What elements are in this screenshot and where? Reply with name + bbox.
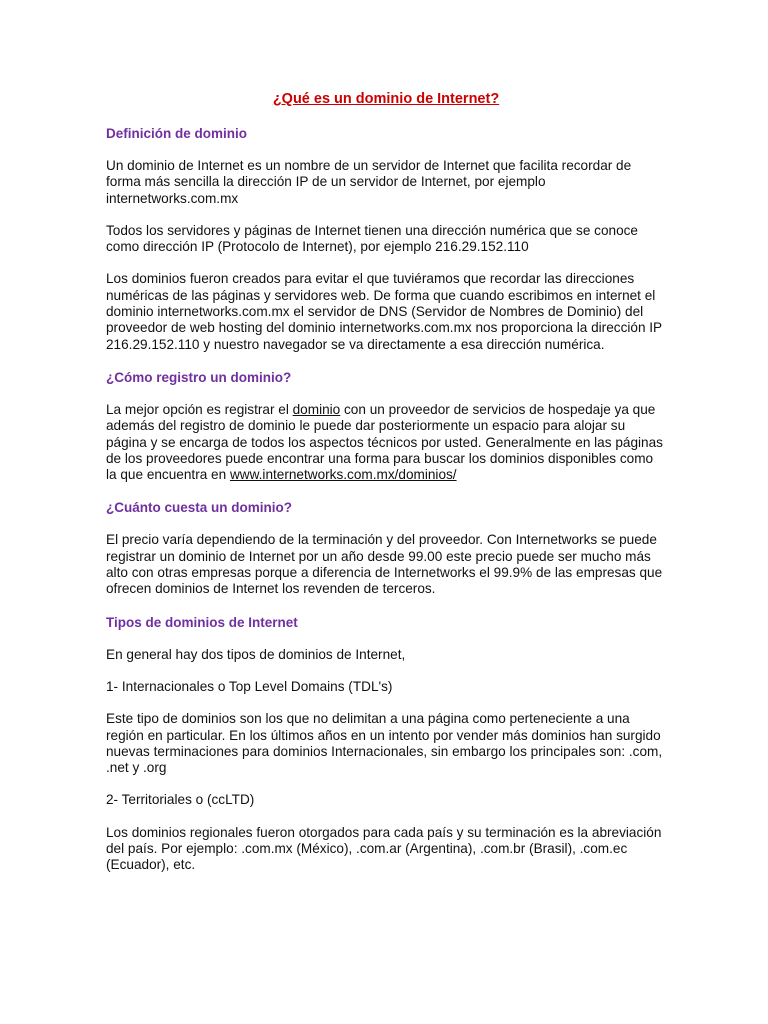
document-page <box>106 90 666 890</box>
paragraph-definicion-2: Todos los servidores y páginas de Internet tienen una dirección numérica que se conoce como dirección IP (Protocolo de Internet), por ejemplo 216.29.152.110 <box>106 222 638 255</box>
paragraph-tipos-internacionales: 1- Internacionales o Top Level Domains (TDL's) <box>106 678 393 694</box>
paragraph-tipos-territoriales-desc: Los dominios regionales fueron otorgados para cada país y su terminación es la abreviación del país. Por ejemplo: .com.mx (México), .com.ar (Argentina), .com.br (Brasil), .com.ec (Ecuador), etc. <box>106 824 662 873</box>
paragraph-costo: El precio varía dependiendo de la terminación y del proveedor. Con Internetworks se puede registrar un dominio de Internet por un año desde 99.00 este precio puede ser mucho más alto con otras empresas porque a diferencia de Internetworks el 99.9% de las empresas que ofrecen dominios de Internet los revenden de terceros. <box>106 532 663 597</box>
paragraph-registro <box>106 402 666 483</box>
dominios-url-link[interactable]: www.internetworks.com.mx/dominios/ <box>229 467 457 483</box>
heading-definicion: Definición de dominio <box>106 126 247 141</box>
paragraph-definicion-3: Los dominios fueron creados para evitar el que tuviéramos que recordar las direcciones numéricas de las páginas y servidores web. De forma que cuando escribimos en internet el dominio internetworks.com.mx el servidor de DNS (Servidor de Nombres de Dominio) del proveedor de web hosting del dominio internetworks.com.mx nos proporciona la dirección IP 216.29.152.110 y nuestro navegador se va directamente a esa dirección numérica. <box>106 271 662 352</box>
heading-tipos: Tipos de dominios de Internet <box>106 614 298 630</box>
page-title: ¿Qué es un dominio de Internet? <box>272 91 500 107</box>
paragraph-tipos-intro: En general hay dos tipos de dominios de Internet, <box>106 646 406 662</box>
dominio-link[interactable]: dominio <box>292 401 341 417</box>
paragraph-tipos-territoriales: 2- Territoriales o (ccLTD) <box>106 792 255 808</box>
heading-costo: ¿Cuánto cuesta un dominio? <box>106 500 292 516</box>
paragraph-definicion-1: Un dominio de Internet es un nombre de un servidor de Internet que facilita recordar de forma más sencilla la dirección IP de un servidor de Internet, por ejemplo internetworks.com.mx <box>106 158 632 206</box>
registro-text-start: La mejor opción es registrar el <box>106 401 293 417</box>
paragraph-tipos-internacionales-desc: Este tipo de dominios son los que no delimitan a una página como perteneciente a una región en particular. En los últimos años en un intento por vender más dominios han surgido nuevas terminaciones para dominios Internacionales, sin embargo los principales son: .com, .net y .org <box>106 711 663 776</box>
registro-text-middle: con un proveedor de servicios de hospedaje ya que además del registro de dominio le puede dar posteriormente un espacio para alojar su página y se encarga de todos los aspectos técnicos por usted. Generalmente en las páginas de los proveedores puede encontrar una forma para buscar los dominios disponibles como la que encuentra en <box>106 401 663 483</box>
heading-registro: ¿Cómo registro un dominio? <box>106 369 292 385</box>
